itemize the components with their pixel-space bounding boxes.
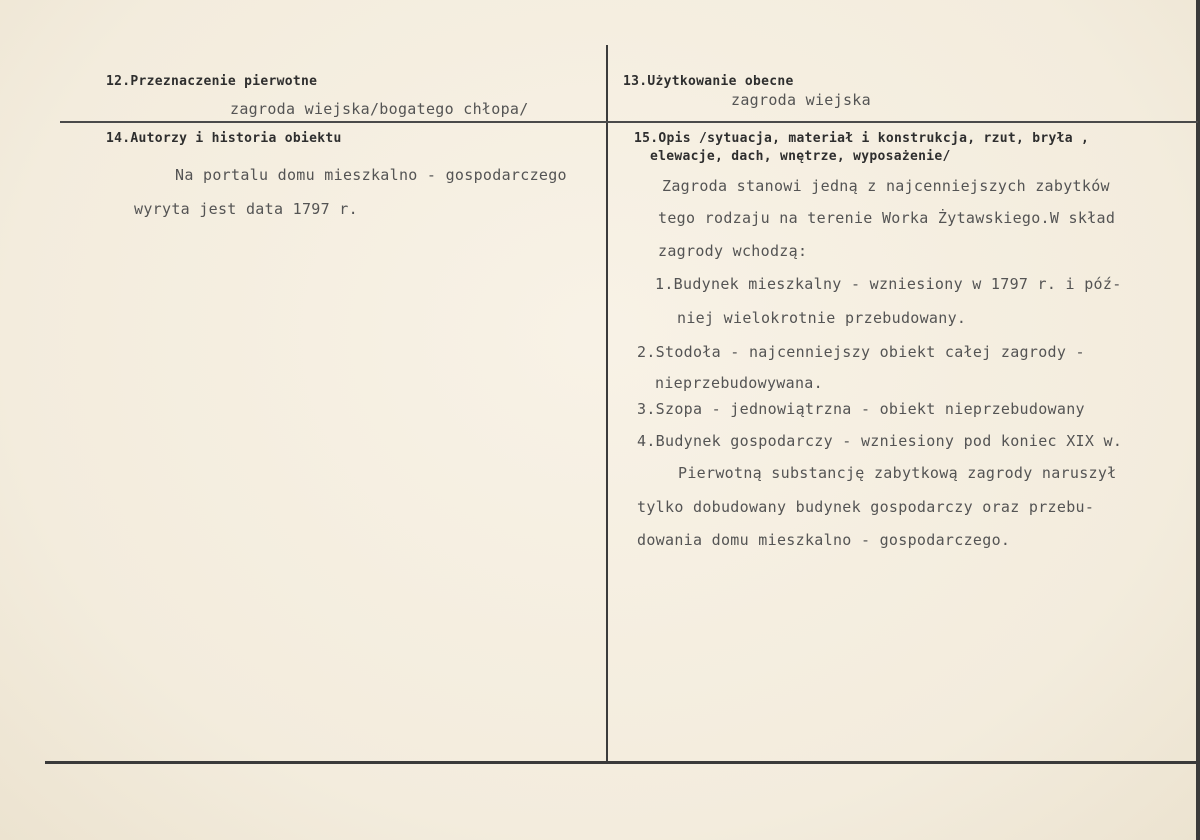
section-15-line: 3.Szopa - jednowiątrzna - obiekt nieprzebudowany (637, 400, 1085, 418)
section-13-value: zagroda wiejska (731, 91, 871, 109)
section-13-heading: 13.Użytkowanie obecne (623, 74, 794, 89)
section-15-line: 2.Stodoła - najcenniejszy obiekt całej zagrody - (637, 343, 1085, 361)
section-14-line: Na portalu domu mieszkalno - gospodarczego (175, 166, 567, 184)
column-divider (606, 45, 608, 763)
row-divider (60, 121, 1198, 123)
section-14-line: wyryta jest data 1797 r. (134, 200, 358, 218)
section-15-line: tylko dobudowany budynek gospodarczy oraz przebu- (637, 498, 1095, 516)
section-14-heading: 14.Autorzy i historia obiektu (106, 131, 342, 146)
section-15-line: zagrody wchodzą: (658, 242, 808, 260)
section-15-line: tego rodzaju na terenie Worka Żytawskiego.W skład (658, 209, 1116, 227)
section-15-line: dowania domu mieszkalno - gospodarczego. (637, 531, 1011, 549)
section-12-heading: 12.Przeznaczenie pierwotne (106, 74, 318, 89)
section-15-line: Zagroda stanowi jedną z najcenniejszych zabytków (662, 177, 1110, 195)
section-15-heading: 15.Opis /sytuacja, materiał i konstrukcja, rzut, bryła , (634, 131, 1090, 146)
section-15-line: 4.Budynek gospodarczy - wzniesiony pod koniec XIX w. (637, 432, 1123, 450)
page-edge (1196, 0, 1200, 840)
bottom-rule (45, 761, 1198, 764)
section-15-line: 1.Budynek mieszkalny - wzniesiony w 1797 r. i póź- (655, 275, 1122, 293)
section-15-line: nieprzebudowywana. (655, 374, 823, 392)
section-15-heading-cont: elewacje, dach, wnętrze, wyposażenie/ (650, 149, 951, 164)
section-15-line: Pierwotną substancję zabytkową zagrody naruszył (678, 464, 1117, 482)
section-12-value: zagroda wiejska/bogatego chłopa/ (230, 100, 529, 118)
section-15-line: niej wielokrotnie przebudowany. (677, 309, 967, 327)
